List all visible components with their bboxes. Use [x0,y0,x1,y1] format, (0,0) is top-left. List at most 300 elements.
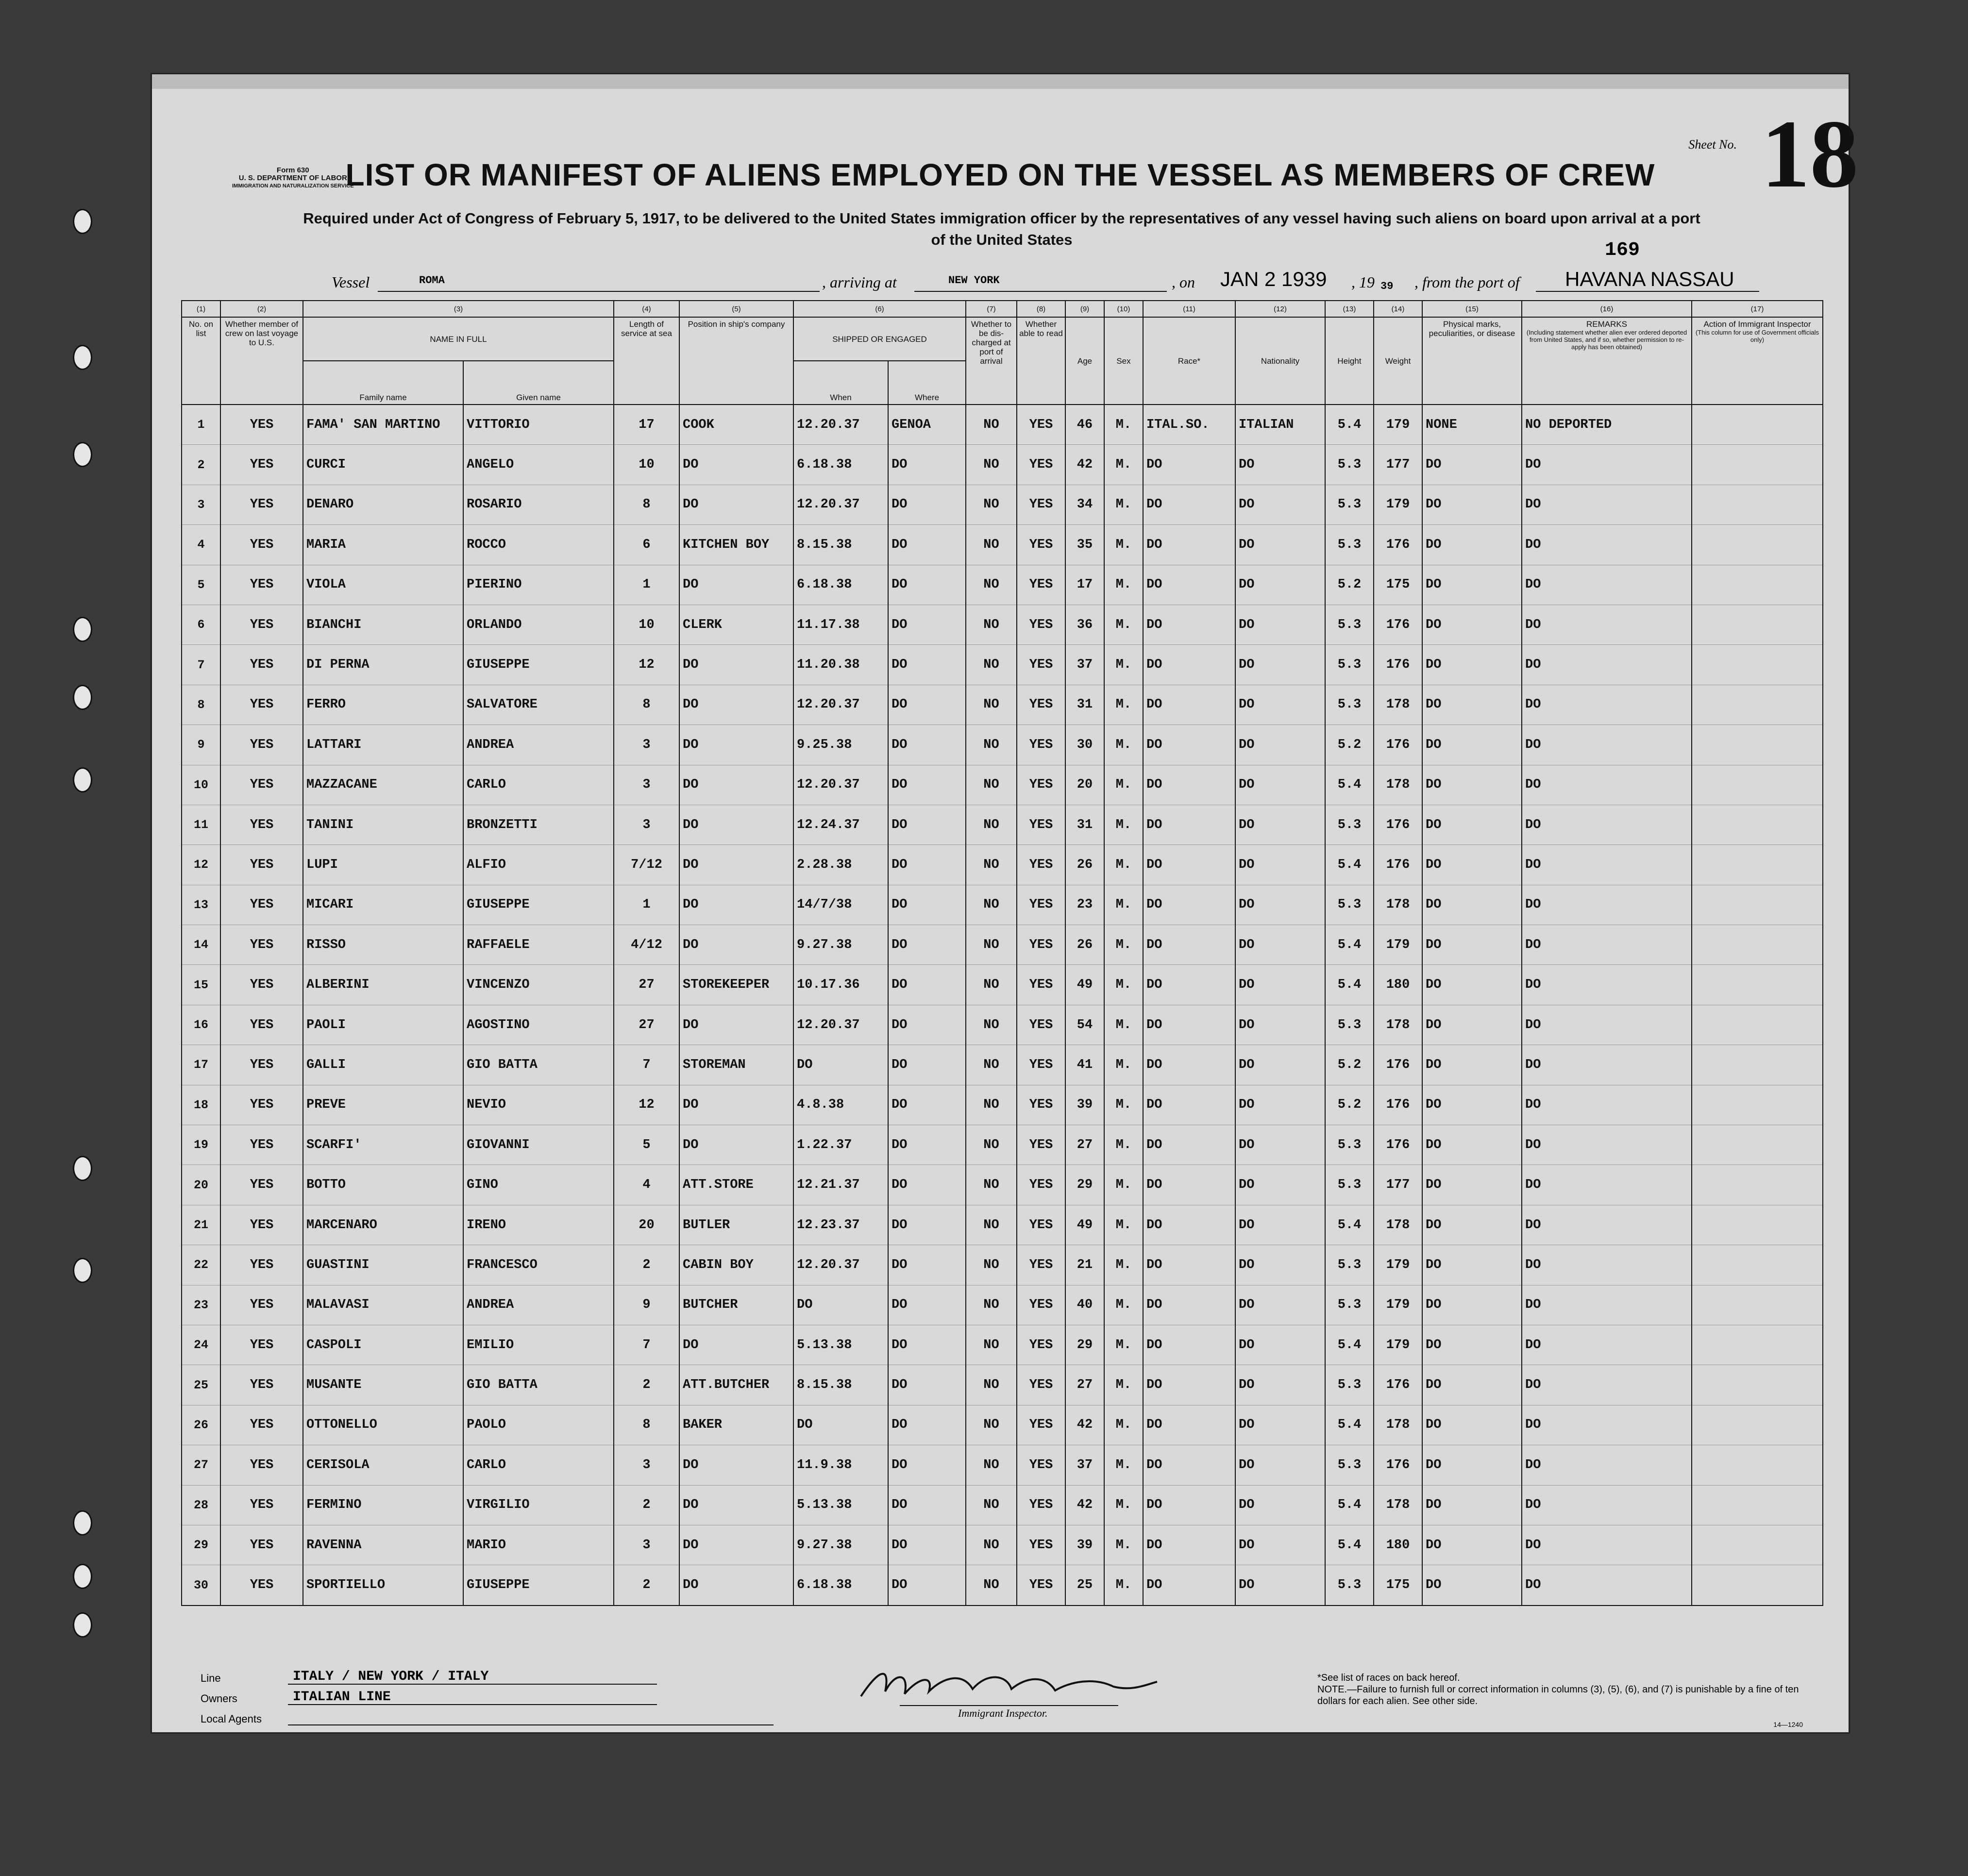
cell-service-length: 2 [614,1245,679,1285]
inspector-label: Immigrant Inspector. [958,1707,1048,1719]
owners-underline [288,1704,657,1705]
cell-nationality: DO [1235,1565,1325,1606]
column-number-row [182,301,1823,317]
remarks-note: (Including statement whether alien ever ordered deported from United States, and if so, whether permission to re-apply has been obtained) [1526,329,1687,351]
cell-age: 20 [1065,765,1104,805]
cell-able-to-read: YES [1017,1485,1065,1525]
cell-physical-marks: DO [1422,1525,1522,1565]
cell-sex: M. [1104,1165,1143,1205]
cell-age: 25 [1065,1565,1104,1606]
cell-age: 37 [1065,645,1104,685]
cell-remarks: DO [1522,1285,1692,1325]
table-row [182,805,1823,845]
cell-family-name: RISSO [303,925,463,965]
cell-family-name: FERMINO [303,1485,463,1525]
cell-remarks: DO [1522,685,1692,725]
table-row [182,1245,1823,1285]
cell-inspector-action [1692,685,1823,725]
from-port: HAVANA NASSAU [1565,268,1734,290]
form-number: Form 630 [276,166,309,174]
signature-line [900,1705,1118,1706]
cell-physical-marks: DO [1422,1165,1522,1205]
cell-last-voyage: YES [220,1365,303,1405]
cell-position: DO [679,1005,793,1045]
cell-position: COOK [679,405,793,445]
cell-position: BAKER [679,1405,793,1445]
cell-discharged: NO [966,725,1017,765]
cell-physical-marks: DO [1422,1485,1522,1525]
cell-inspector-action [1692,525,1823,565]
cell-last-voyage: YES [220,1405,303,1445]
cell-height: 5.4 [1325,965,1374,1005]
cell-inspector-action [1692,1405,1823,1445]
cell-weight: 176 [1374,845,1422,885]
cell-age: 26 [1065,845,1104,885]
cell-shipped-when: 12.20.37 [793,1245,888,1285]
manifest-rows [182,405,1823,1606]
column-label-row [182,317,1823,361]
cell-physical-marks: DO [1422,685,1522,725]
top-strip [152,74,1849,89]
cell-line-number: 23 [182,1285,220,1325]
cell-physical-marks: DO [1422,565,1522,605]
cell-shipped-where: DO [888,565,966,605]
binder-holes [34,73,131,1876]
table-row [182,1445,1823,1485]
cell-physical-marks: DO [1422,885,1522,925]
table-row [182,685,1823,725]
cell-discharged: NO [966,1405,1017,1445]
cell-given-name: VITTORIO [463,405,614,445]
cell-inspector-action [1692,1525,1823,1565]
cell-last-voyage: YES [220,1045,303,1085]
cell-shipped-when: 9.27.38 [793,1525,888,1565]
cell-physical-marks: DO [1422,725,1522,765]
cell-height: 5.3 [1325,1245,1374,1285]
cell-nationality: DO [1235,805,1325,845]
owners-label: Owners [201,1692,237,1705]
cell-sex: M. [1104,885,1143,925]
cell-height: 5.2 [1325,725,1374,765]
cell-shipped-when: 11.9.38 [793,1445,888,1485]
cell-able-to-read: YES [1017,765,1065,805]
cell-shipped-when: 12.20.37 [793,685,888,725]
cell-sex: M. [1104,645,1143,685]
cell-inspector-action [1692,1085,1823,1125]
cell-given-name: SALVATORE [463,685,614,725]
cell-inspector-action [1692,885,1823,925]
cell-service-length: 3 [614,1525,679,1565]
cell-age: 49 [1065,1205,1104,1245]
cell-discharged: NO [966,805,1017,845]
cell-physical-marks: DO [1422,1245,1522,1285]
cell-shipped-when: 12.20.37 [793,405,888,445]
cell-position: DO [679,565,793,605]
on-label: , on [1172,273,1195,291]
cell-discharged: NO [966,1565,1017,1606]
cell-given-name: BRONZETTI [463,805,614,845]
cell-height: 5.3 [1325,1285,1374,1325]
cell-service-length: 6 [614,525,679,565]
cell-age: 46 [1065,405,1104,445]
cell-weight: 180 [1374,1525,1422,1565]
cell-inspector-action [1692,965,1823,1005]
cell-shipped-when: 12.23.37 [793,1205,888,1245]
cell-nationality: DO [1235,1205,1325,1245]
cell-weight: 178 [1374,685,1422,725]
cell-race: DO [1143,1205,1235,1245]
cell-line-number: 24 [182,1325,220,1365]
col-label-position: Position in ship's company [679,317,793,405]
cell-family-name: BOTTO [303,1165,463,1205]
cell-discharged: NO [966,525,1017,565]
cell-height: 5.3 [1325,605,1374,644]
cell-age: 31 [1065,805,1104,845]
cell-position: DO [679,725,793,765]
cell-physical-marks: DO [1422,1205,1522,1245]
inspector-action-title: Action of Immigrant Inspector [1703,320,1811,329]
cell-shipped-where: DO [888,1525,966,1565]
cell-last-voyage: YES [220,565,303,605]
cell-shipped-when: 10.17.36 [793,965,888,1005]
owners-value: ITALIAN LINE [293,1690,391,1705]
cell-shipped-when: DO [793,1405,888,1445]
cell-position: CLERK [679,605,793,644]
cell-sex: M. [1104,1245,1143,1285]
cell-service-length: 7 [614,1045,679,1085]
table-row [182,1325,1823,1365]
cell-position: ATT.STORE [679,1165,793,1205]
cell-remarks: DO [1522,1125,1692,1165]
cell-given-name: VINCENZO [463,965,614,1005]
cell-physical-marks: DO [1422,525,1522,565]
cell-position: DO [679,1325,793,1365]
cell-service-length: 10 [614,605,679,644]
cell-weight: 176 [1374,1045,1422,1085]
cell-physical-marks: DO [1422,965,1522,1005]
cell-service-length: 7 [614,1325,679,1365]
col-label-physical-marks: Physical marks, peculiarities, or disease [1422,317,1522,405]
cell-inspector-action [1692,1245,1823,1285]
cell-height: 5.3 [1325,645,1374,685]
cell-service-length: 9 [614,1285,679,1325]
cell-weight: 176 [1374,1125,1422,1165]
cell-age: 39 [1065,1085,1104,1125]
cell-nationality: DO [1235,605,1325,644]
table-row [182,1285,1823,1325]
cell-service-length: 27 [614,1005,679,1045]
cell-family-name: FERRO [303,685,463,725]
cell-sex: M. [1104,1405,1143,1445]
table-row [182,645,1823,685]
cell-shipped-when: DO [793,1045,888,1085]
cell-weight: 176 [1374,1085,1422,1125]
cell-line-number: 26 [182,1405,220,1445]
line-value: ITALY / NEW YORK / ITALY [293,1669,489,1684]
cell-age: 17 [1065,565,1104,605]
cell-family-name: LUPI [303,845,463,885]
cell-remarks: DO [1522,925,1692,965]
cell-given-name: CARLO [463,765,614,805]
cell-able-to-read: YES [1017,1285,1065,1325]
cell-service-length: 27 [614,965,679,1005]
cell-sex: M. [1104,525,1143,565]
cell-age: 31 [1065,685,1104,725]
cell-inspector-action [1692,605,1823,644]
cell-height: 5.3 [1325,1125,1374,1165]
local-agents-label: Local Agents [201,1713,262,1725]
binder-hole [73,767,92,793]
cell-able-to-read: YES [1017,445,1065,485]
cell-nationality: DO [1235,565,1325,605]
cell-weight: 176 [1374,725,1422,765]
cell-family-name: RAVENNA [303,1525,463,1565]
cell-inspector-action [1692,765,1823,805]
cell-family-name: TANINI [303,805,463,845]
col-num-13: (13) [1325,301,1374,317]
col-label-when: When [793,361,888,405]
cell-height: 5.3 [1325,805,1374,845]
binder-hole [73,1156,92,1181]
cell-line-number: 7 [182,645,220,685]
cell-inspector-action [1692,1365,1823,1405]
cell-shipped-where: DO [888,1165,966,1205]
form-code: 14—1240 [1773,1721,1803,1728]
cell-remarks: DO [1522,965,1692,1005]
cell-height: 5.3 [1325,525,1374,565]
col-label-service: Length of service at sea [614,317,679,405]
cell-height: 5.4 [1325,925,1374,965]
cell-sex: M. [1104,405,1143,445]
col-num-14: (14) [1374,301,1422,317]
cell-line-number: 8 [182,685,220,725]
arrival-port: NEW YORK [948,274,1000,287]
cell-shipped-where: DO [888,1565,966,1606]
cell-shipped-where: DO [888,685,966,725]
cell-line-number: 3 [182,485,220,524]
cell-age: 27 [1065,1365,1104,1405]
cell-family-name: VIOLA [303,565,463,605]
cell-race: DO [1143,1405,1235,1445]
cell-weight: 178 [1374,1405,1422,1445]
cell-physical-marks: NONE [1422,405,1522,445]
cell-physical-marks: DO [1422,1365,1522,1405]
cell-inspector-action [1692,1205,1823,1245]
cell-discharged: NO [966,845,1017,885]
col-label-shipped: SHIPPED OR ENGAGED [793,317,966,361]
cell-age: 42 [1065,1485,1104,1525]
cell-weight: 178 [1374,885,1422,925]
cell-shipped-where: DO [888,845,966,885]
cell-shipped-where: DO [888,645,966,685]
cell-age: 49 [1065,965,1104,1005]
cell-discharged: NO [966,1125,1017,1165]
cell-nationality: DO [1235,1325,1325,1365]
col-label-height: Height [1325,317,1374,405]
col-num-2: (2) [220,301,303,317]
cell-family-name: OTTONELLO [303,1405,463,1445]
cell-service-length: 2 [614,1485,679,1525]
cell-service-length: 3 [614,805,679,845]
cell-physical-marks: DO [1422,1085,1522,1125]
page-subtitle: Required under Act of Congress of February 5, 1917, to be delivered to the United States immigration officer by the representatives of any vessel having such aliens on board upon arrival at a port of the United States [303,210,1700,248]
cell-shipped-where: DO [888,1045,966,1085]
cell-service-length: 4/12 [614,925,679,965]
cell-remarks: DO [1522,845,1692,885]
cell-height: 5.4 [1325,1205,1374,1245]
cell-physical-marks: DO [1422,1405,1522,1445]
cell-inspector-action [1692,485,1823,524]
cell-last-voyage: YES [220,1285,303,1325]
cell-weight: 177 [1374,1165,1422,1205]
cell-height: 5.4 [1325,765,1374,805]
cell-given-name: PIERINO [463,565,614,605]
cell-position: STOREMAN [679,1045,793,1085]
cell-height: 5.3 [1325,1165,1374,1205]
cell-inspector-action [1692,805,1823,845]
cell-inspector-action [1692,1485,1823,1525]
crew-manifest-table-wrap [181,300,1822,1606]
cell-given-name: VIRGILIO [463,1485,614,1525]
cell-last-voyage: YES [220,1165,303,1205]
port-underline [914,291,1167,292]
remarks-title: REMARKS [1586,320,1628,329]
cell-shipped-when: 11.17.38 [793,605,888,644]
cell-service-length: 12 [614,645,679,685]
cell-nationality: DO [1235,1485,1325,1525]
cell-last-voyage: YES [220,765,303,805]
cell-shipped-where: DO [888,605,966,644]
cell-service-length: 1 [614,565,679,605]
penalty-note: NOTE.—Failure to furnish full or correct information in columns (3), (5), (6), and (7) is punishable by a fine of ten dollars for each alien. See other side. [1317,1684,1799,1707]
cell-discharged: NO [966,405,1017,445]
cell-last-voyage: YES [220,1485,303,1525]
cell-sex: M. [1104,925,1143,965]
cell-age: 40 [1065,1285,1104,1325]
cell-family-name: GUASTINI [303,1245,463,1285]
cell-given-name: FRANCESCO [463,1245,614,1285]
cell-height: 5.3 [1325,685,1374,725]
col-label-name: NAME IN FULL [303,317,614,361]
cell-position: KITCHEN BOY [679,525,793,565]
cell-able-to-read: YES [1017,1565,1065,1606]
cell-family-name: SCARFI' [303,1125,463,1165]
cell-line-number: 17 [182,1045,220,1085]
cell-remarks: DO [1522,1525,1692,1565]
cell-shipped-where: DO [888,445,966,485]
cell-remarks: DO [1522,565,1692,605]
cell-sex: M. [1104,1445,1143,1485]
cell-last-voyage: YES [220,965,303,1005]
cell-shipped-when: 12.21.37 [793,1165,888,1205]
cell-service-length: 10 [614,445,679,485]
inspector-action-note: (This column for use of Government officials only) [1695,329,1819,343]
cell-given-name: ANDREA [463,725,614,765]
cell-nationality: DO [1235,1525,1325,1565]
cell-discharged: NO [966,1245,1017,1285]
cell-height: 5.4 [1325,405,1374,445]
cell-family-name: CERISOLA [303,1445,463,1485]
cell-age: 30 [1065,725,1104,765]
cell-race: DO [1143,885,1235,925]
cell-shipped-when: 12.20.37 [793,485,888,524]
cell-service-length: 4 [614,1165,679,1205]
cell-age: 42 [1065,1405,1104,1445]
cell-last-voyage: YES [220,605,303,644]
cell-remarks: DO [1522,765,1692,805]
cell-age: 29 [1065,1325,1104,1365]
col-label-no: No. on list [182,317,220,405]
cell-inspector-action [1692,1445,1823,1485]
cell-line-number: 15 [182,965,220,1005]
cell-sex: M. [1104,965,1143,1005]
cell-nationality: DO [1235,1365,1325,1405]
cell-remarks: DO [1522,485,1692,524]
col-label-remarks [1522,317,1692,405]
cell-able-to-read: YES [1017,1525,1065,1565]
cell-service-length: 2 [614,1565,679,1606]
cell-sex: M. [1104,1085,1143,1125]
cell-sex: M. [1104,805,1143,845]
cell-nationality: DO [1235,1445,1325,1485]
cell-position: DO [679,765,793,805]
cell-position: DO [679,845,793,885]
cell-last-voyage: YES [220,525,303,565]
cell-family-name: BIANCHI [303,605,463,644]
cell-able-to-read: YES [1017,525,1065,565]
cell-race: DO [1143,1485,1235,1525]
cell-family-name: ALBERINI [303,965,463,1005]
cell-line-number: 16 [182,1005,220,1045]
cell-position: CABIN BOY [679,1245,793,1285]
cell-able-to-read: YES [1017,1045,1065,1085]
cell-physical-marks: DO [1422,845,1522,885]
cell-remarks: DO [1522,1045,1692,1085]
col-label-where: Where [888,361,966,405]
col-label-age: Age [1065,317,1104,405]
inspector-signature [851,1662,1167,1706]
cell-last-voyage: YES [220,485,303,524]
cell-remarks: DO [1522,885,1692,925]
cell-given-name: GIO BATTA [463,1045,614,1085]
cell-family-name: MAZZACANE [303,765,463,805]
cell-line-number: 28 [182,1485,220,1525]
cell-race: DO [1143,1085,1235,1125]
cell-shipped-when: 8.15.38 [793,525,888,565]
cell-service-length: 7/12 [614,845,679,885]
binder-hole [73,617,92,642]
col-label-sex: Sex [1104,317,1143,405]
cell-shipped-when: 12.24.37 [793,805,888,845]
cell-age: 29 [1065,1165,1104,1205]
cell-remarks: DO [1522,1325,1692,1365]
cell-position: DO [679,1485,793,1525]
cell-shipped-where: DO [888,1125,966,1165]
from-label: , from the port of [1414,273,1520,291]
race-note: *See list of races on back hereof. [1317,1673,1460,1683]
cell-given-name: NEVIO [463,1085,614,1125]
cell-height: 5.4 [1325,1325,1374,1365]
col-num-11: (11) [1143,301,1235,317]
cell-service-length: 8 [614,485,679,524]
cell-able-to-read: YES [1017,1005,1065,1045]
cell-able-to-read: YES [1017,845,1065,885]
cell-line-number: 9 [182,725,220,765]
cell-shipped-when: 12.20.37 [793,1005,888,1045]
cell-race: DO [1143,645,1235,685]
cell-remarks: DO [1522,725,1692,765]
cell-service-length: 8 [614,685,679,725]
